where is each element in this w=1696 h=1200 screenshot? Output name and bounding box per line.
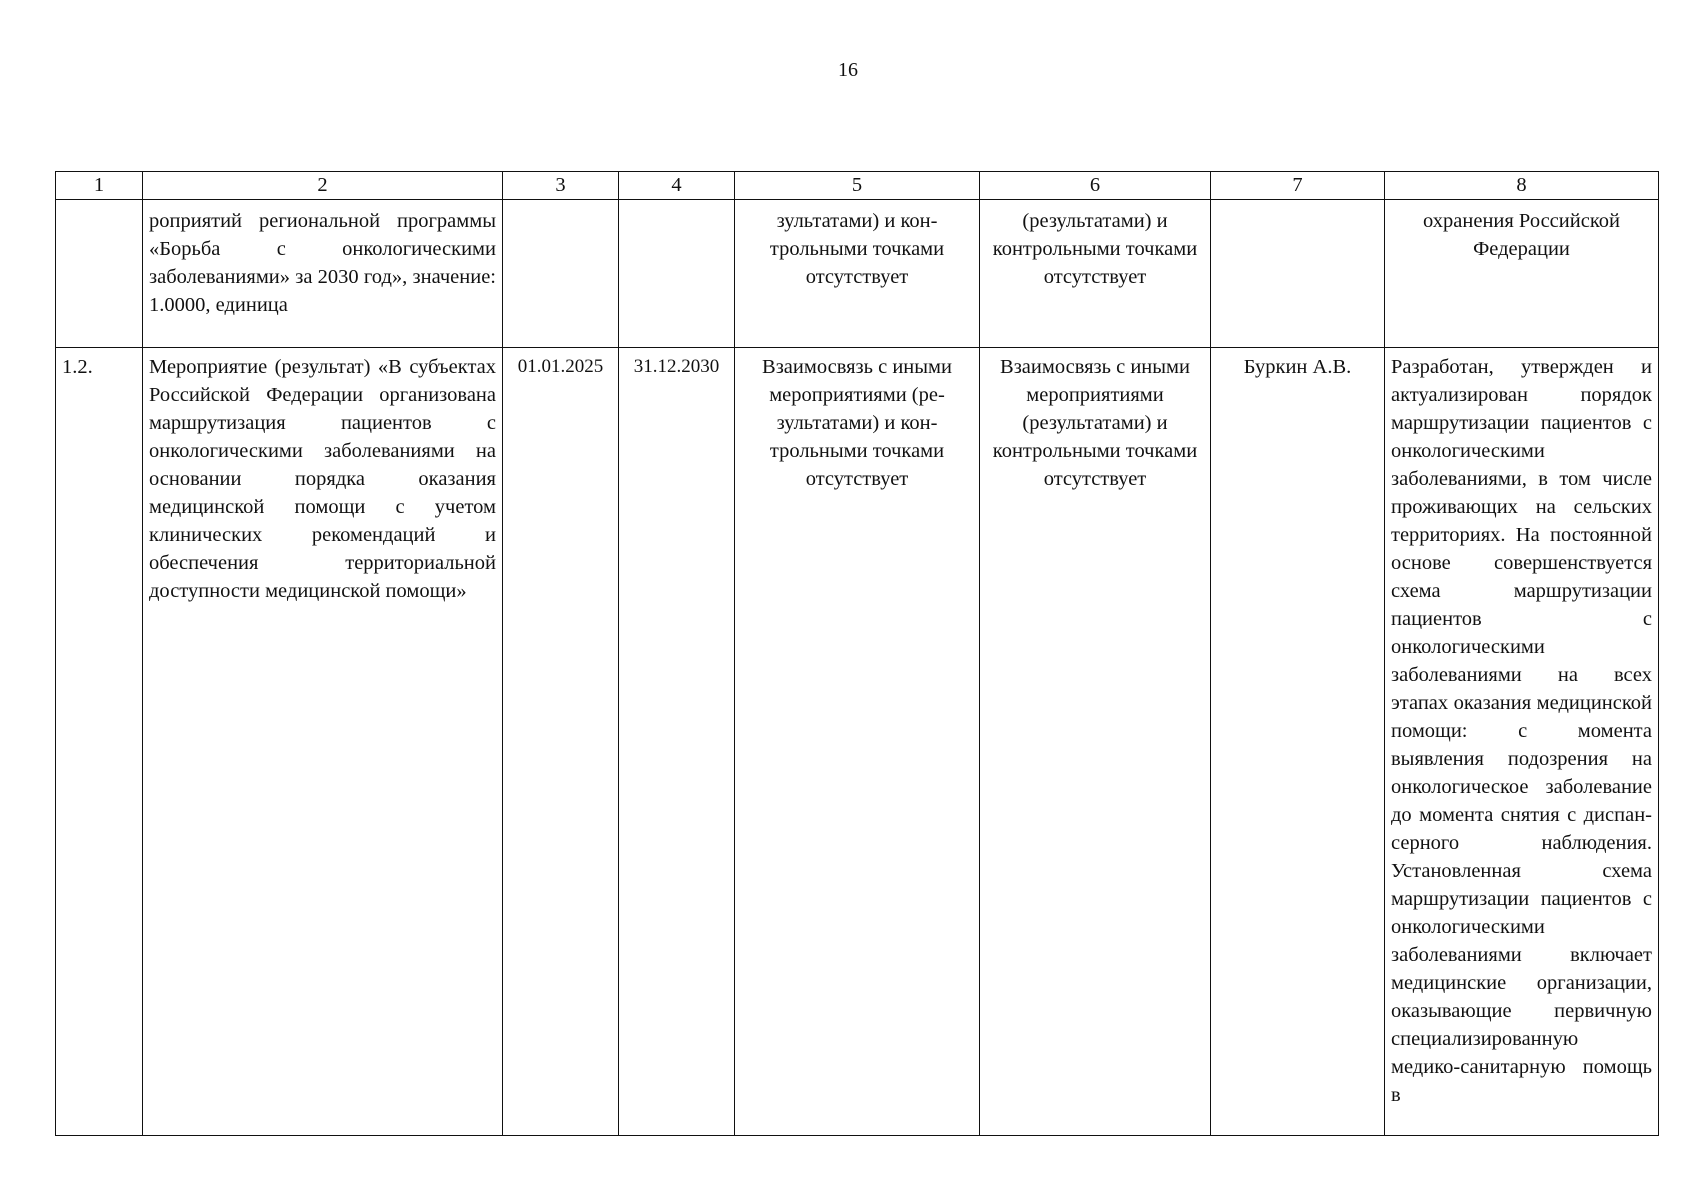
header-col-3: 3 bbox=[503, 172, 619, 200]
cell-end-date: 31.12.2030 bbox=[619, 348, 735, 1136]
cell-start-date bbox=[503, 200, 619, 348]
table-row-1-2 bbox=[56, 348, 1659, 1136]
header-col-8: 8 bbox=[1385, 172, 1659, 200]
cell-title: Мероприятие (результат) «В субъектах Российской Федерации организована маршрутизация пациентов с онкологическими заболеваниями на основании порядка оказания медицинской помощи с учетом клинических рекомендаций и обеспечения территориальной доступности медицинской помощи» bbox=[143, 348, 503, 1136]
cell-relation: зультатами) и контрольными точками отсутствует bbox=[735, 200, 980, 348]
cell-responsible: Буркин А.В. bbox=[1211, 348, 1385, 1136]
cell-number bbox=[56, 200, 143, 348]
header-col-6: 6 bbox=[980, 172, 1211, 200]
header-col-7: 7 bbox=[1211, 172, 1385, 200]
cell-title: роприятий региональной программы «Борьба с онкологическими заболеваниями» за 2030 год», значение: 1.0000, единица bbox=[143, 200, 503, 348]
header-col-5: 5 bbox=[735, 172, 980, 200]
table-header bbox=[56, 172, 1659, 200]
header-col-2: 2 bbox=[143, 172, 503, 200]
header-row bbox=[56, 172, 1659, 200]
header-col-1: 1 bbox=[56, 172, 143, 200]
cell-description: охранения Российской Федерации bbox=[1385, 200, 1659, 348]
cell-start-date: 01.01.2025 bbox=[503, 348, 619, 1136]
header-col-4: 4 bbox=[619, 172, 735, 200]
activities-table bbox=[55, 171, 1659, 1136]
page-number: 16 bbox=[838, 59, 858, 81]
cell-responsible bbox=[1211, 200, 1385, 348]
cell-relation-2: (результатами) и контрольными точками отсутствует bbox=[980, 200, 1211, 348]
cell-end-date bbox=[619, 200, 735, 348]
cell-relation: Взаимосвязь с иными мероприятиями (результатами) и контрольными точками отсутствует bbox=[735, 348, 980, 1136]
cell-number: 1.2. bbox=[56, 348, 143, 1136]
cell-relation-2: Взаимосвязь с иными мероприятиями (результатами) и контрольными точками отсутствует bbox=[980, 348, 1211, 1136]
cell-description: Разработан, утвержден и актуализирован порядок маршрутизации пациентов с онкологическими заболеваниями, в том числе проживающих на сельских территориях. На постоянной основе совершенствуется схема маршрутизации пациентов с онкологическими заболеваниями на всех этапах оказания медицинской помощи: с момента выявления подозрения на онкологическое заболевание до момента снятия с диспансерного наблюдения. Установленная схема маршрутизации пациентов с онкологическими заболеваниями включает медицинские организации, оказывающие первичную специализированную медико-санитарную помощь в bbox=[1385, 348, 1659, 1136]
table-row-continuation bbox=[56, 200, 1659, 348]
